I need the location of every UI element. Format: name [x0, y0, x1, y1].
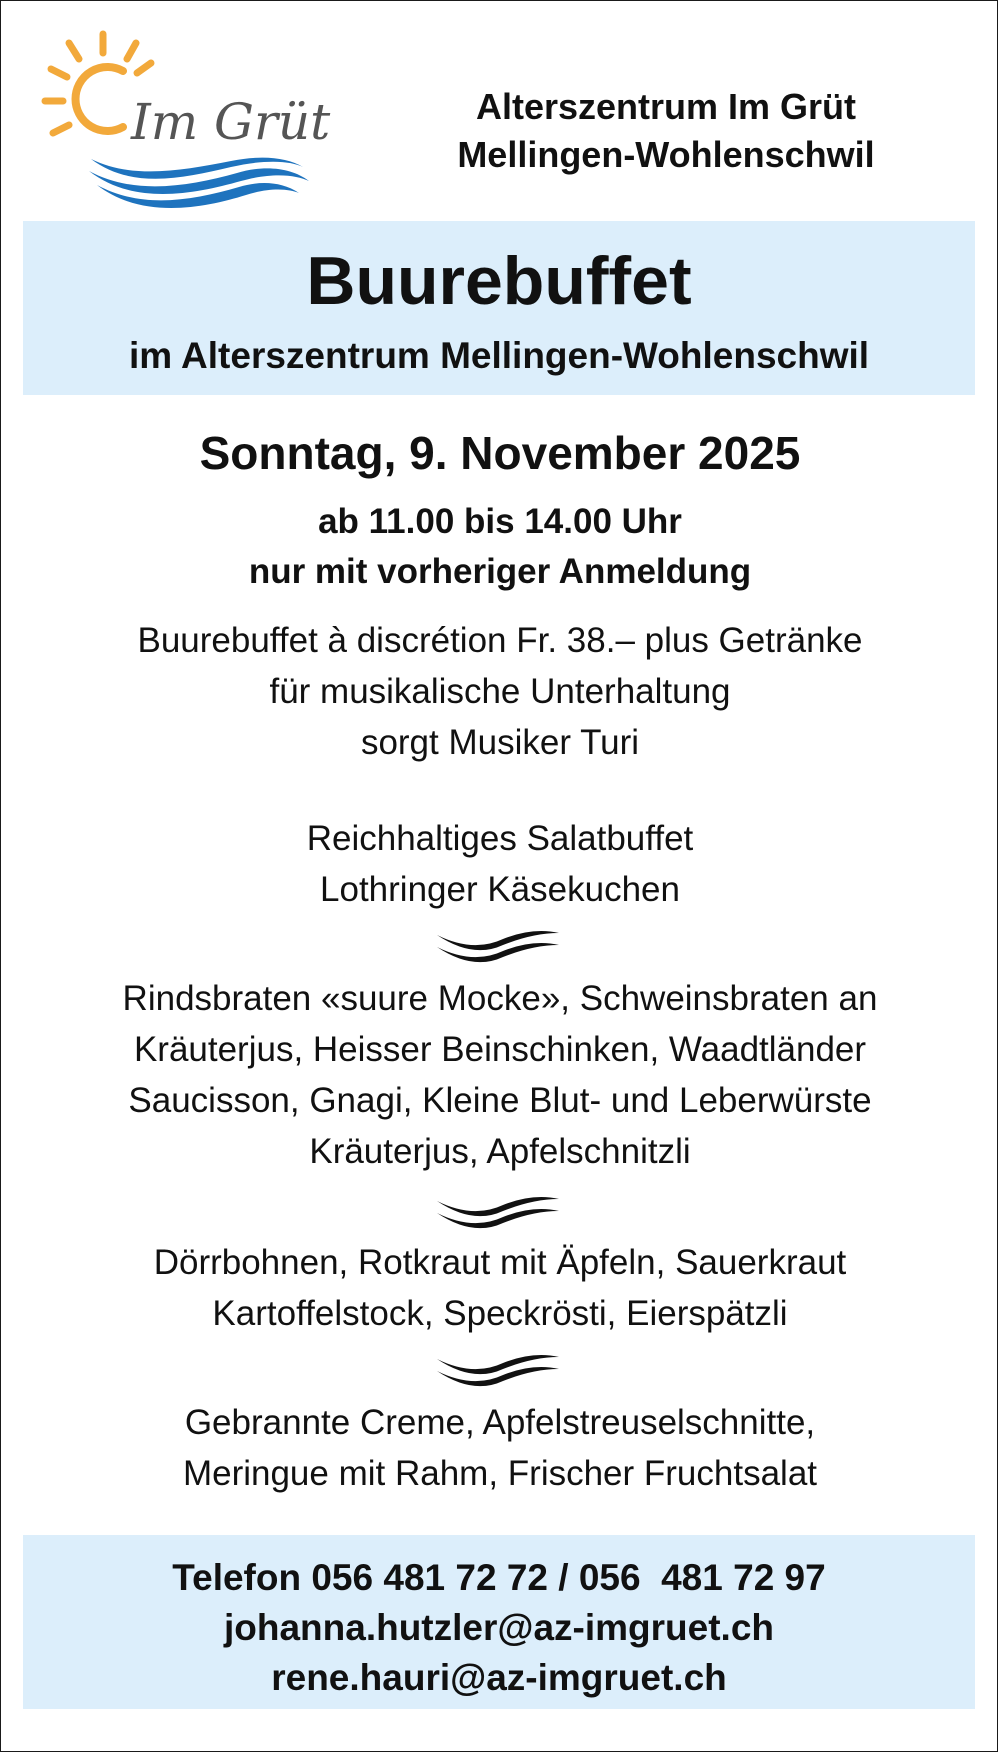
organization — [401, 83, 931, 179]
info-line: für musikalische Unterhaltung — [269, 672, 731, 711]
wave-ornament-icon — [433, 1189, 563, 1233]
menu-item: Kartoffelstock, Speckrösti, Eierspätzli — [212, 1294, 788, 1333]
title-band — [23, 221, 975, 395]
wave-ornament-icon — [433, 923, 563, 967]
menu-item: Kräuterjus, Apfelschnitzli — [309, 1132, 691, 1171]
wave-icon — [89, 158, 309, 208]
registration-note: nur mit vorheriger Anmeldung — [248, 552, 752, 591]
menu-item: Meringue mit Rahm, Frischer Fruchtsalat — [182, 1454, 818, 1493]
event-time: ab 11.00 bis 14.00 Uhr — [318, 502, 682, 541]
contact-email[interactable]: rene.hauri@az-imgruet.ch — [271, 1657, 727, 1698]
wave-ornament-icon — [433, 1347, 563, 1391]
event-date: Sonntag, 9. November 2025 — [199, 427, 801, 479]
contact-block — [23, 1553, 975, 1703]
menu-item: Rindsbraten «suure Mocke», Schweinsbraten an — [122, 979, 878, 1018]
logo-text: Im Grüt — [131, 93, 331, 151]
info-line: Buurebuffet à discrétion Fr. 38.– plus Getränke — [137, 621, 863, 660]
menu-sides — [21, 1237, 979, 1339]
menu-item: Lothringer Käsekuchen — [320, 870, 680, 909]
event-time-block — [1, 497, 998, 597]
info-line: sorgt Musiker Turi — [360, 723, 640, 762]
menu-item: Gebrannte Creme, Apfelstreuselschnitte, — [184, 1403, 816, 1442]
contact-phone: Telefon 056 481 72 72 / 056 481 72 97 — [172, 1557, 826, 1598]
info-block — [21, 615, 979, 768]
menu-item: Kräuterjus, Heisser Beinschinken, Waadtländer — [133, 1030, 867, 1069]
event-title: Buurebuffet — [306, 243, 692, 319]
contact-email[interactable]: johanna.hutzler@az-imgruet.ch — [223, 1607, 774, 1648]
im-gruet-logo — [41, 29, 371, 219]
menu-item: Saucisson, Gnagi, Kleine Blut- und Leberwürste — [128, 1081, 872, 1120]
organization-location: Mellingen-Wohlenschwil — [457, 134, 875, 175]
menu-item: Reichhaltiges Salatbuffet — [306, 819, 694, 858]
contact-band — [23, 1535, 975, 1709]
event-subtitle: im Alterszentrum Mellingen-Wohlenschwil — [128, 335, 870, 376]
organization-name: Alterszentrum Im Grüt — [475, 86, 857, 127]
menu-starters — [21, 813, 979, 915]
menu-item: Dörrbohnen, Rotkraut mit Äpfeln, Sauerkraut — [153, 1243, 847, 1282]
menu-mains — [21, 973, 979, 1177]
menu-desserts — [21, 1397, 979, 1499]
